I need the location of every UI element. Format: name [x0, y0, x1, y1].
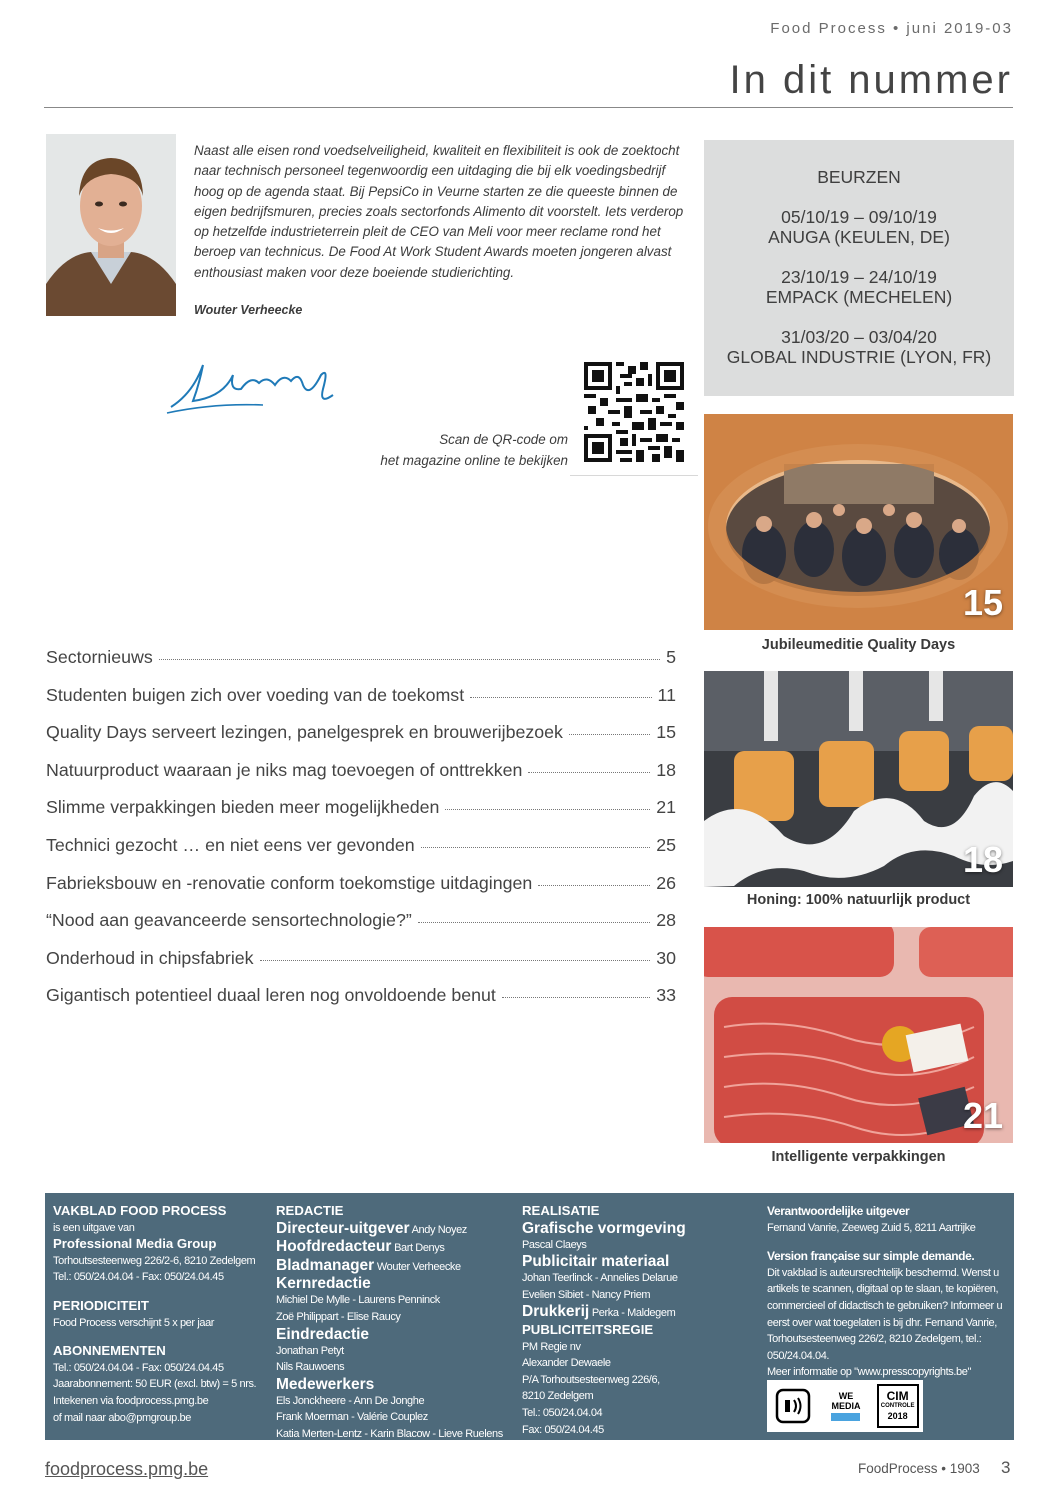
toc-leader	[421, 846, 651, 848]
colophon-line: Torhoutsesteenweg 226/2-6, 8210 Zedelgem	[53, 1254, 256, 1267]
qr-code[interactable]	[584, 362, 684, 462]
editorial-text: Naast alle eisen rond voedselveiligheid, kwaliteit en flexibiliteit is ook de zoektocht naar technisch personeel tegenwoordig een uitdaging die bij elk voedingsbedrijf hoog op de agenda staat. Bij PepsiCo in Veurne starten ze die queeste binnen de eigen bedrijfsmuren, precies zoals sectorfonds Alimento dit voorstelt. Iets verderop op hetzelfde industrieterrein pleit de CEO van Meli voor meer reclame rond het beroep van technicus. De Food At Work Student Awards moeten jongeren alvast enthousiast maken voor deze boeiende studierichting.	[194, 143, 684, 280]
colophon-line: Frank Moerman - Valérie Couplez	[276, 1411, 428, 1424]
fair-name: GLOBAL INDUSTRIE (LYON, FR)	[726, 347, 992, 367]
toc-item[interactable]	[46, 760, 676, 798]
colophon-publisher	[53, 1203, 268, 1426]
toc-item[interactable]	[46, 835, 676, 873]
feature-photo-quality-days[interactable]	[704, 414, 1013, 630]
toc-title: Onderhoud in chipsfabriek	[46, 947, 254, 968]
toc-leader	[260, 959, 651, 961]
colophon-role: Hoofdredacteur	[276, 1238, 392, 1256]
logo-text: WE	[838, 1391, 854, 1401]
toc-page: 30	[656, 947, 676, 968]
toc-page: 26	[656, 872, 676, 893]
colophon-editorial	[276, 1203, 511, 1443]
toc-item[interactable]	[46, 948, 676, 986]
toc-item[interactable]	[46, 685, 676, 723]
colophon-person: Bart Denys	[394, 1242, 445, 1255]
toc-leader	[502, 996, 650, 998]
toc-page: 33	[656, 985, 676, 1006]
colophon-line: Food Process verschijnt 5 x per jaar	[53, 1316, 215, 1329]
page-title: In dit nummer	[729, 58, 1013, 102]
qr-caption	[330, 430, 568, 471]
feature-caption: Honing: 100% natuurlijk product	[746, 892, 971, 908]
toc-leader	[528, 771, 650, 773]
toc-item[interactable]	[46, 647, 676, 685]
fair-name: EMPACK (MECHELEN)	[765, 287, 953, 307]
logo-text: CIM	[886, 1389, 909, 1403]
toc-title: Natuurproduct waaraan je niks mag toevoegen of onttrekken	[46, 759, 523, 780]
toc-page: 21	[656, 797, 676, 818]
toc-page: 5	[666, 647, 676, 667]
colophon-heading: VAKBLAD FOOD PROCESS	[53, 1203, 227, 1218]
colophon-line: Johan Teerlinck - Annelies Delarue	[522, 1272, 678, 1285]
feature-page-number: 18	[962, 839, 1003, 880]
toc-leader	[569, 733, 650, 735]
toc-page: 28	[656, 910, 676, 931]
fairs-title: BEURZEN	[817, 167, 901, 187]
signature	[163, 345, 343, 420]
footer-issue: FoodProcess • 1903	[858, 1461, 980, 1476]
fair-dates: 05/10/19 – 09/10/19	[781, 207, 937, 227]
toc-title: Studenten buigen zich over voeding van de toekomst	[46, 684, 465, 705]
colophon-person: Andy Noyez	[411, 1223, 467, 1236]
toc-title: “Nood aan geavanceerde sensortechnologie?”	[46, 910, 412, 931]
qr-caption-line: Scan de QR-code om	[439, 432, 568, 447]
toc-page: 18	[656, 759, 676, 780]
toc-title: Sectornieuws	[46, 647, 153, 667]
feature-photo-honey[interactable]	[704, 671, 1013, 887]
colophon-line: Evelien Sibiet - Nancy Priem	[522, 1288, 651, 1301]
radio-signal-icon	[771, 1384, 815, 1428]
toc-title: Gigantisch potentieel duaal leren nog onvoldoende benut	[46, 985, 496, 1006]
fair-event	[704, 207, 1014, 247]
fairs-box	[704, 140, 1014, 396]
colophon	[45, 1193, 1014, 1440]
toc-leader	[470, 696, 651, 698]
toc-item[interactable]	[46, 873, 676, 911]
colophon-role: Directeur-uitgever	[276, 1219, 410, 1237]
toc-item[interactable]	[46, 985, 676, 1023]
colophon-line: Tel.: 050/24.04.04	[522, 1406, 603, 1419]
colophon-role: Bladmanager	[276, 1256, 375, 1274]
cim-logo	[877, 1384, 919, 1428]
toc-title: Quality Days serveert lezingen, panelgesprek en brouwerijbezoek	[46, 722, 563, 743]
toc-page: 11	[657, 684, 676, 705]
toc-page: 15	[656, 722, 676, 743]
qr-caption-line: het magazine online te bekijken	[380, 452, 568, 468]
colophon-line: P/A Torhoutsesteenweg 226/6,	[522, 1373, 660, 1386]
table-of-contents	[46, 647, 676, 1023]
toc-page: 25	[656, 834, 676, 855]
colophon-heading: PERIODICITEIT	[53, 1297, 149, 1313]
colophon-line: is een uitgave van	[53, 1221, 135, 1234]
toc-item[interactable]	[46, 910, 676, 948]
colophon-line: Pascal Claeys	[522, 1238, 587, 1251]
colophon-line: Els Jonckheere - Ann De Jonghe	[276, 1394, 425, 1407]
toc-leader	[159, 658, 660, 660]
colophon-heading: REDACTIE	[276, 1203, 344, 1218]
colophon-person: Wouter Verheecke	[376, 1260, 461, 1273]
fair-event	[704, 267, 1014, 307]
colophon-role: Medewerkers	[276, 1375, 375, 1393]
colophon-line: 8210 Zedelgem	[522, 1390, 594, 1403]
feature-caption: Intelligente verpakkingen	[771, 1149, 946, 1165]
colophon-line: Fernand Vanrie, Zeeweg Zuid 5, 8211 Aartrijke	[767, 1221, 976, 1234]
toc-item[interactable]	[46, 797, 676, 835]
fair-dates: 31/03/20 – 03/04/20	[781, 327, 937, 347]
colophon-heading: PUBLICITEITSREGIE	[522, 1321, 654, 1337]
header-divider	[44, 107, 1013, 108]
colophon-role: Eindredactie	[276, 1325, 370, 1343]
colophon-role: Drukkerij	[522, 1303, 590, 1321]
logo-text: CONTROLE	[880, 1403, 915, 1409]
colophon-line: Jonathan Petyt	[276, 1344, 344, 1357]
logo-text: MEDIA	[831, 1401, 861, 1411]
toc-leader	[538, 884, 650, 886]
colophon-heading: REALISATIE	[522, 1203, 600, 1218]
colophon-heading: Verantwoordelijke uitgever	[767, 1204, 910, 1218]
feature-photo-packaging[interactable]	[704, 927, 1013, 1143]
colophon-line: Alexander Dewaele	[522, 1357, 611, 1370]
fair-dates: 23/10/19 – 24/10/19	[781, 267, 937, 287]
qr-divider	[570, 475, 698, 476]
toc-title: Slimme verpakkingen bieden meer mogelijkheden	[46, 797, 440, 818]
colophon-role: Kernredactie	[276, 1275, 371, 1293]
colophon-legal	[767, 1203, 1007, 1381]
toc-item[interactable]	[46, 722, 676, 760]
colophon-line: Fax: 050/24.04.45	[522, 1423, 604, 1436]
feature-caption: Jubileumeditie Quality Days	[761, 637, 956, 653]
editorial-author: Wouter Verheecke	[194, 303, 303, 317]
toc-leader	[418, 921, 650, 923]
toc-title: Fabrieksbouw en -renovatie conform toekomstige uitdagingen	[46, 872, 533, 893]
colophon-production	[522, 1203, 752, 1438]
colophon-person: Perka - Maldegem	[591, 1307, 676, 1320]
page-number: 3	[1001, 1458, 1011, 1477]
colophon-line: Michiel De Mylle - Laurens Penninck	[276, 1294, 440, 1307]
issue-meta: Food Process • juni 2019-03	[770, 20, 1013, 37]
fair-event	[704, 327, 1014, 367]
fair-name: ANUGA (KEULEN, DE)	[768, 227, 950, 247]
website-link[interactable]: foodprocess.pmg.be	[45, 1459, 209, 1479]
colophon-heading: ABONNEMENTEN	[53, 1343, 166, 1359]
logo-text: 2018	[887, 1411, 908, 1421]
colophon-company: Professional Media Group	[53, 1236, 217, 1252]
colophon-line: Tel.: 050/24.04.04 - Fax: 050/24.04.45	[53, 1361, 224, 1374]
colophon-line: Katia Merten-Lentz - Karin Blacow - Lieve Ruelens	[276, 1427, 503, 1440]
colophon-role: Grafische vormgeving	[522, 1219, 686, 1237]
editor-portrait	[46, 134, 176, 316]
colophon-line: Tel.: 050/24.04.04 - Fax: 050/24.04.45	[53, 1271, 224, 1284]
colophon-line: Jaarabonnement: 50 EUR (excl. btw) = 5 nrs.	[53, 1378, 257, 1391]
member-logos	[767, 1380, 923, 1432]
feature-page-number: 21	[962, 1095, 1003, 1136]
colophon-role: Publicitair materiaal	[522, 1253, 670, 1271]
we-media-logo	[824, 1384, 868, 1428]
feature-page-number: 15	[962, 582, 1003, 623]
toc-leader	[445, 808, 650, 810]
colophon-line: PM Regie nv	[522, 1340, 581, 1353]
colophon-line: Zoë Philippart - Elise Raucy	[276, 1310, 401, 1323]
colophon-line: Intekenen via foodprocess.pmg.be	[53, 1394, 209, 1407]
colophon-line: of mail naar abo@pmgroup.be	[53, 1411, 191, 1424]
colophon-line: Dit vakblad is auteursrechtelijk beschermd. Wenst u artikels te scannen, digitaal op te slaan, te kopiëren, commercieel of didactisch te gebruiken? Informeer u eerst over wat toegelaten is bij dhr. Fernand Vanrie, Torhoutsesteenweg 226/2, 8210 Zedelgem, tel.: 050/24.04.04.	[767, 1266, 1003, 1362]
colophon-line: Meer informatie op "www.presscopyrights.be"	[767, 1366, 971, 1379]
colophon-line: Nils Rauwoens	[276, 1361, 345, 1374]
toc-title: Technici gezocht … en niet eens ver gevonden	[46, 834, 415, 855]
colophon-heading: Version française sur simple demande.	[767, 1249, 975, 1264]
